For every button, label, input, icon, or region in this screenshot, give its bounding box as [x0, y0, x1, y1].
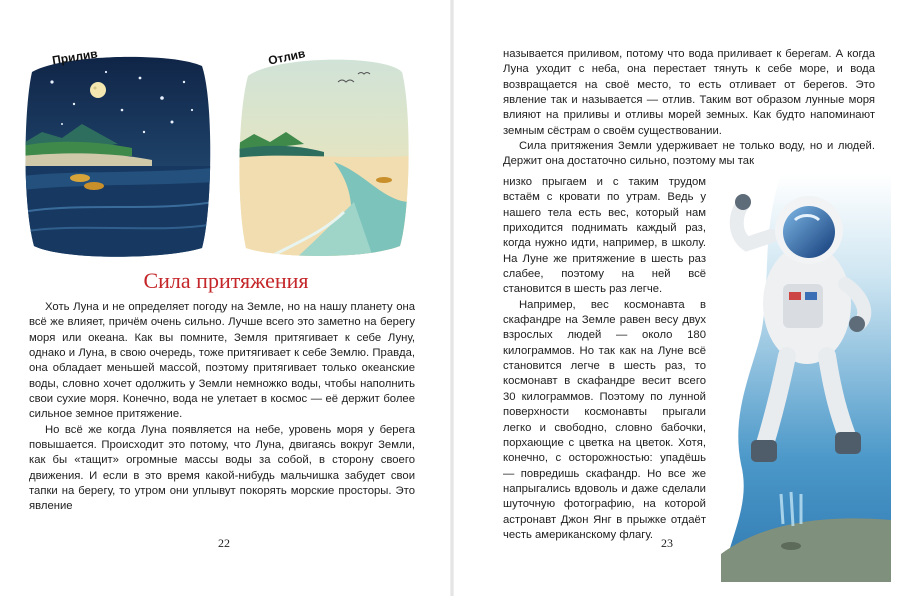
astronaut-illustration — [721, 174, 891, 582]
low-tide-illustration — [234, 52, 410, 260]
left-page — [0, 0, 452, 596]
paragraph: Хоть Луна и не определяет погоду на Земле, но на нашу планету она всё же влияет, причём очень сильно. Лучше всего это заметно на берегу моря или океана. Как вы помните, Земля притягивает к себе Луну, однако и Луна, в свою очередь, тоже притягивает к себе Землю. Правда, она обладает меньшей массой, поэтому притягивает только океанские воды, словно хочет одолжить у Земли немножко воды, чтобы наполнить свои сухие моря. Конечно, вода не улетает в космос — её держит более сильное земное притяжение. — [29, 301, 415, 421]
left-body-text — [29, 300, 415, 515]
high-tide-illustration — [22, 52, 214, 260]
paragraph: Но всё же когда Луна появляется на небе, уровень моря у берега повышается. Происходит это потому, что Луна, двигаясь вокруг Земли, как бы «тащит» огромные массы воды за собой, в сторону своего движения. И если в это время какой-нибудь мальчишка забудет свои тапки на берегу, то утром они уплывут покорять морские просторы. Это явление — [29, 423, 415, 513]
section-title: Сила притяжения — [143, 268, 309, 293]
right-body-text-narrow — [503, 175, 706, 543]
page-number: 22 — [218, 536, 230, 550]
low-tide-label: Отлив — [266, 46, 307, 68]
right-page — [453, 0, 905, 596]
paragraph: низко прыгаем и с таким трудом встаём с кровати по утрам. Ведь у нашего тела есть вес, который нам приходится поднимать каждый раз, когда нужно идти, например, в школу. На Луне же притяжение в шесть раз слабее, поэтому на ней всё становится в шесть раз легче. — [503, 176, 706, 296]
right-body-text-top — [503, 47, 875, 170]
paragraph: Сила притяжения Земли удерживает не только воду, но и людей. Держит она достаточно сильно, поэтому мы так — [503, 140, 875, 168]
page-number: 23 — [661, 536, 673, 550]
paragraph: Например, вес космонавта в скафандре на Земле равен весу двух взрослых людей — около 180 килограммов. Но так как на Луне всё становится легче в шесть раз, то космонавт в скафандре весит всего 30 килограммов. Поэтому по лунной поверхности космонавты прыгали легко и свободно, словно бабочки, порхающие с цветка на цветок. Хотя, конечно, с осторожностью: упадёшь — повредишь скафандр. Но все же напрыгались вдоволь и даже сделали шуточную фотографию, на которой астронавт Джон Янг в прыжке отдаёт честь американскому флагу. — [503, 298, 706, 541]
paragraph: называется приливом, потому что вода приливает к берегам. А когда Луна уходит с неба, она перестает тянуть к себе море, и вода возвращается на своё место, то есть отливает от берегов. Это явление так и называется — отлив. Таким вот образом лунные моря влияют на приливы и отливы морей земных. Как будто напоминают земным сёстрам о своём существовании. — [503, 48, 875, 137]
high-tide-label: Прилив — [51, 46, 99, 68]
